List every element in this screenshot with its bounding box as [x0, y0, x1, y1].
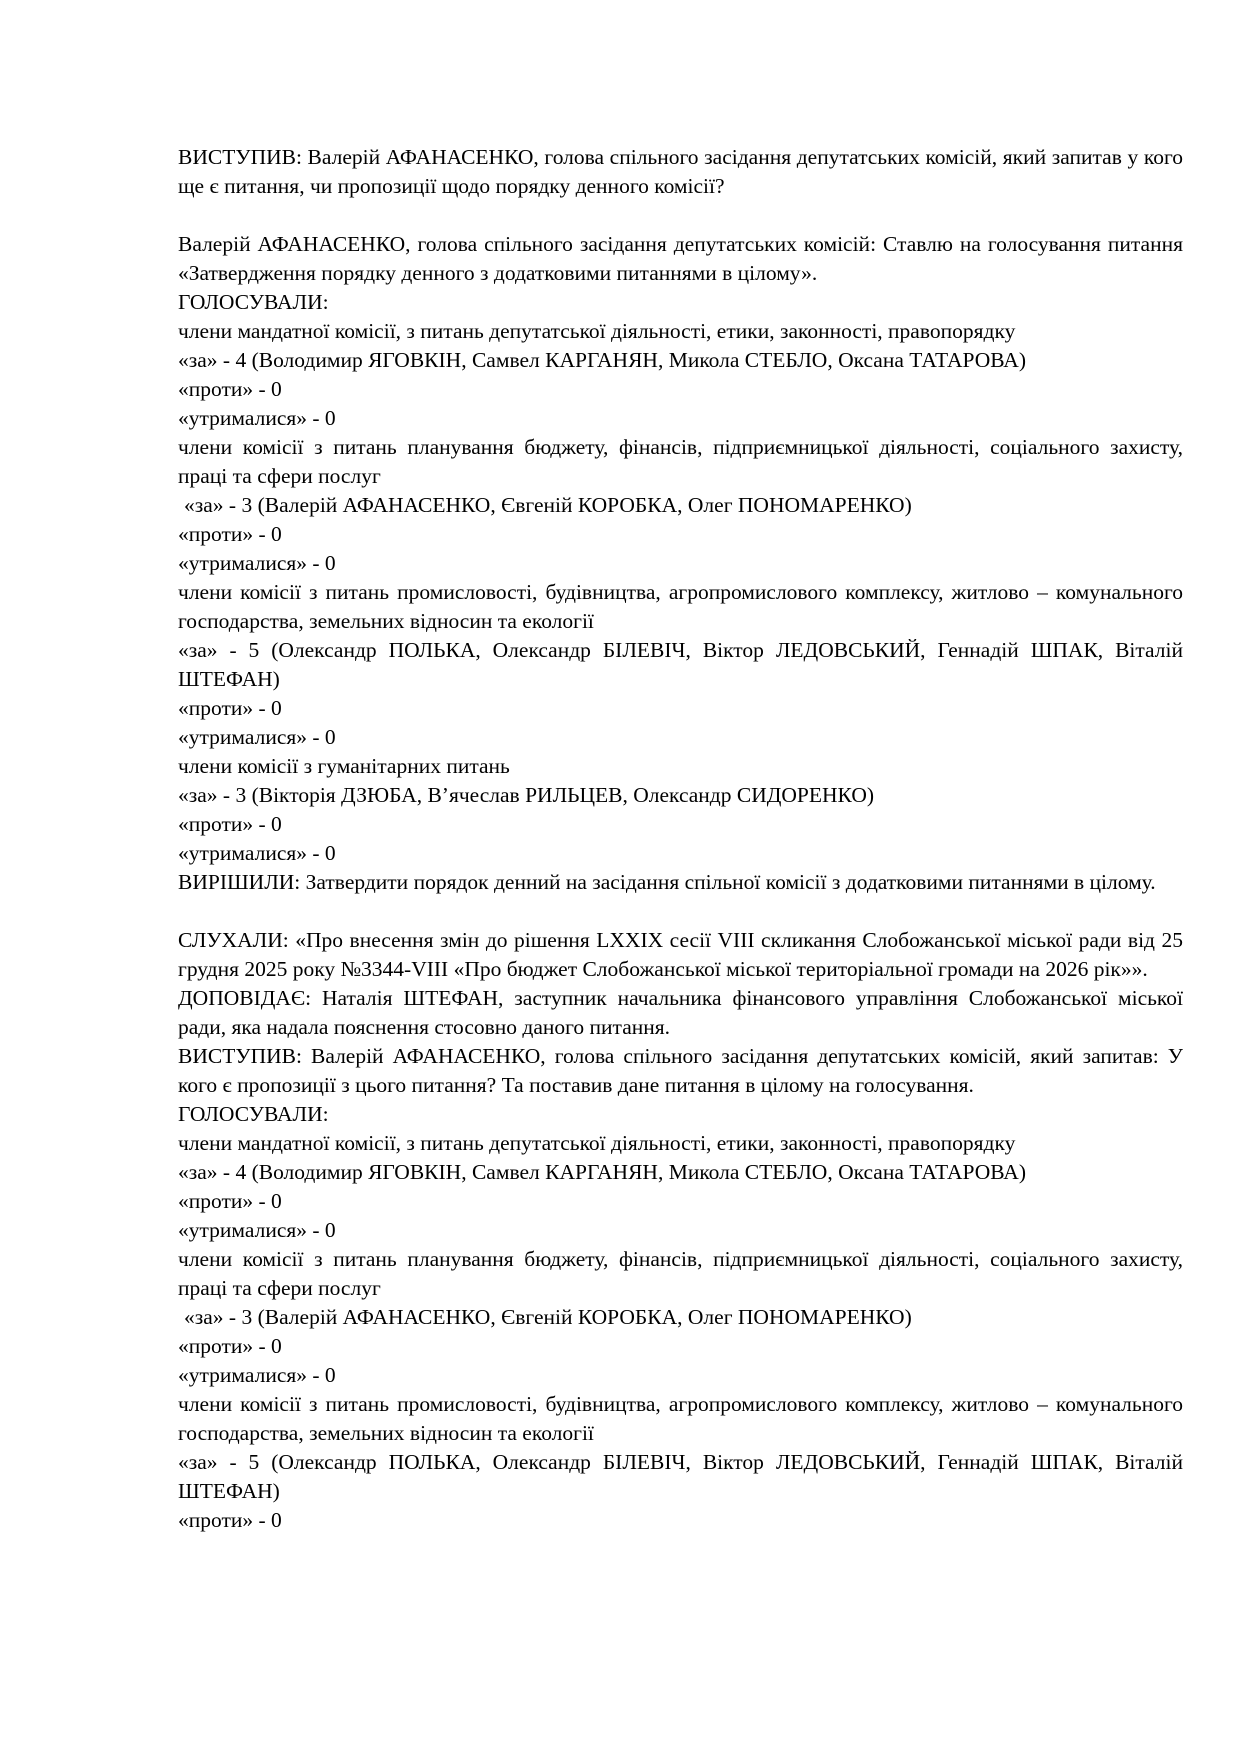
commission-4-for: «за» - 3 (Вікторія ДЗЮБА, В’ячеслав РИЛЬЦЕВ, Олександр СИДОРЕНКО) [178, 783, 875, 807]
commission-2-abstain-2: «утрималися» - 0 [178, 1363, 336, 1387]
voted-heading-2: ГОЛОСУВАЛИ: [178, 1102, 329, 1126]
reporter-paragraph: ДОПОВІДАЄ: Наталія ШТЕФАН, заступник начальника фінансового управління Слобожанської міської ради, яка надала пояснення стосовно даного питання. [178, 986, 1183, 1039]
commission-4-title: члени комісії з гуманітарних питань [178, 754, 510, 778]
paragraph-gap [178, 201, 1183, 230]
commission-2-against-2: «проти» - 0 [178, 1334, 282, 1358]
document-body [178, 143, 1183, 1535]
commission-2-for: «за» - 3 (Валерій АФАНАСЕНКО, Євгеній КОРОБКА, Олег ПОНОМАРЕНКО) [184, 493, 912, 517]
vote-call-paragraph: Валерій АФАНАСЕНКО, голова спільного засідання депутатських комісій: Ставлю на голосування питання «Затвердження порядку денного з додатковими питаннями в цілому». [178, 232, 1183, 285]
commission-1-against-2: «проти» - 0 [178, 1189, 282, 1213]
commission-1-abstain: «утрималися» - 0 [178, 406, 336, 430]
commission-2-against: «проти» - 0 [178, 522, 282, 546]
commission-3-title: члени комісії з питань промисловості, будівництва, агропромислового комплексу, житлово – комунального господарства, земельних відносин та екології [178, 580, 1183, 633]
commission-2-title: члени комісії з питань планування бюджету, фінансів, підприємницької діяльності, соціального захисту, праці та сфери послуг [178, 435, 1183, 488]
commission-3-for-2: «за» - 5 (Олександр ПОЛЬКА, Олександр БІЛЕВІЧ, Віктор ЛЕДОВСЬКИЙ, Геннадій ШПАК, Віталій ШТЕФАН) [178, 1450, 1183, 1503]
commission-4-against: «проти» - 0 [178, 812, 282, 836]
commission-1-against: «проти» - 0 [178, 377, 282, 401]
commission-3-for: «за» - 5 (Олександр ПОЛЬКА, Олександр БІЛЕВІЧ, Віктор ЛЕДОВСЬКИЙ, Геннадій ШПАК, Віталій ШТЕФАН) [178, 638, 1183, 691]
heard-paragraph: СЛУХАЛИ: «Про внесення змін до рішення LXXIX сесії VIII скликання Слобожанської міської ради від 25 грудня 2025 року №3344-VIII «Про бюджет Слобожанської міської територіальної громади на 2026 рік»». [178, 928, 1183, 981]
paragraph-gap [178, 897, 1183, 926]
commission-2-abstain: «утрималися» - 0 [178, 551, 336, 575]
speech-paragraph: ВИСТУПИВ: Валерій АФАНАСЕНКО, голова спільного засідання депутатських комісій, який запитав у кого ще є питання, чи пропозиції щодо порядку денного комісії? [178, 145, 1183, 198]
commission-2-for-2: «за» - 3 (Валерій АФАНАСЕНКО, Євгеній КОРОБКА, Олег ПОНОМАРЕНКО) [184, 1305, 912, 1329]
commission-1-abstain-2: «утрималися» - 0 [178, 1218, 336, 1242]
voted-heading: ГОЛОСУВАЛИ: [178, 290, 329, 314]
commission-3-against: «проти» - 0 [178, 696, 282, 720]
decision-paragraph: ВИРІШИЛИ: Затвердити порядок денний на засідання спільної комісії з додатковими питаннями в цілому. [178, 870, 1156, 894]
commission-1-for-2: «за» - 4 (Володимир ЯГОВКІН, Самвел КАРГАНЯН, Микола СТЕБЛО, Оксана ТАТАРОВА) [178, 1160, 1026, 1184]
commission-4-abstain: «утрималися» - 0 [178, 841, 336, 865]
speech-paragraph-2: ВИСТУПИВ: Валерій АФАНАСЕНКО, голова спільного засідання депутатських комісій, який запитав: У кого є пропозиції з цього питання? Та поставив дане питання в цілому на голосування. [178, 1044, 1183, 1097]
commission-1-title-2: члени мандатної комісії, з питань депутатської діяльності, етики, законності, правопорядку [178, 1131, 1016, 1155]
commission-1-for: «за» - 4 (Володимир ЯГОВКІН, Самвел КАРГАНЯН, Микола СТЕБЛО, Оксана ТАТАРОВА) [178, 348, 1026, 372]
commission-2-title-2: члени комісії з питань планування бюджету, фінансів, підприємницької діяльності, соціального захисту, праці та сфери послуг [178, 1247, 1183, 1300]
commission-3-abstain: «утрималися» - 0 [178, 725, 336, 749]
commission-3-against-2: «проти» - 0 [178, 1508, 282, 1532]
commission-3-title-2: члени комісії з питань промисловості, будівництва, агропромислового комплексу, житлово – комунального господарства, земельних відносин та екології [178, 1392, 1183, 1445]
commission-1-title: члени мандатної комісії, з питань депутатської діяльності, етики, законності, правопорядку [178, 319, 1016, 343]
